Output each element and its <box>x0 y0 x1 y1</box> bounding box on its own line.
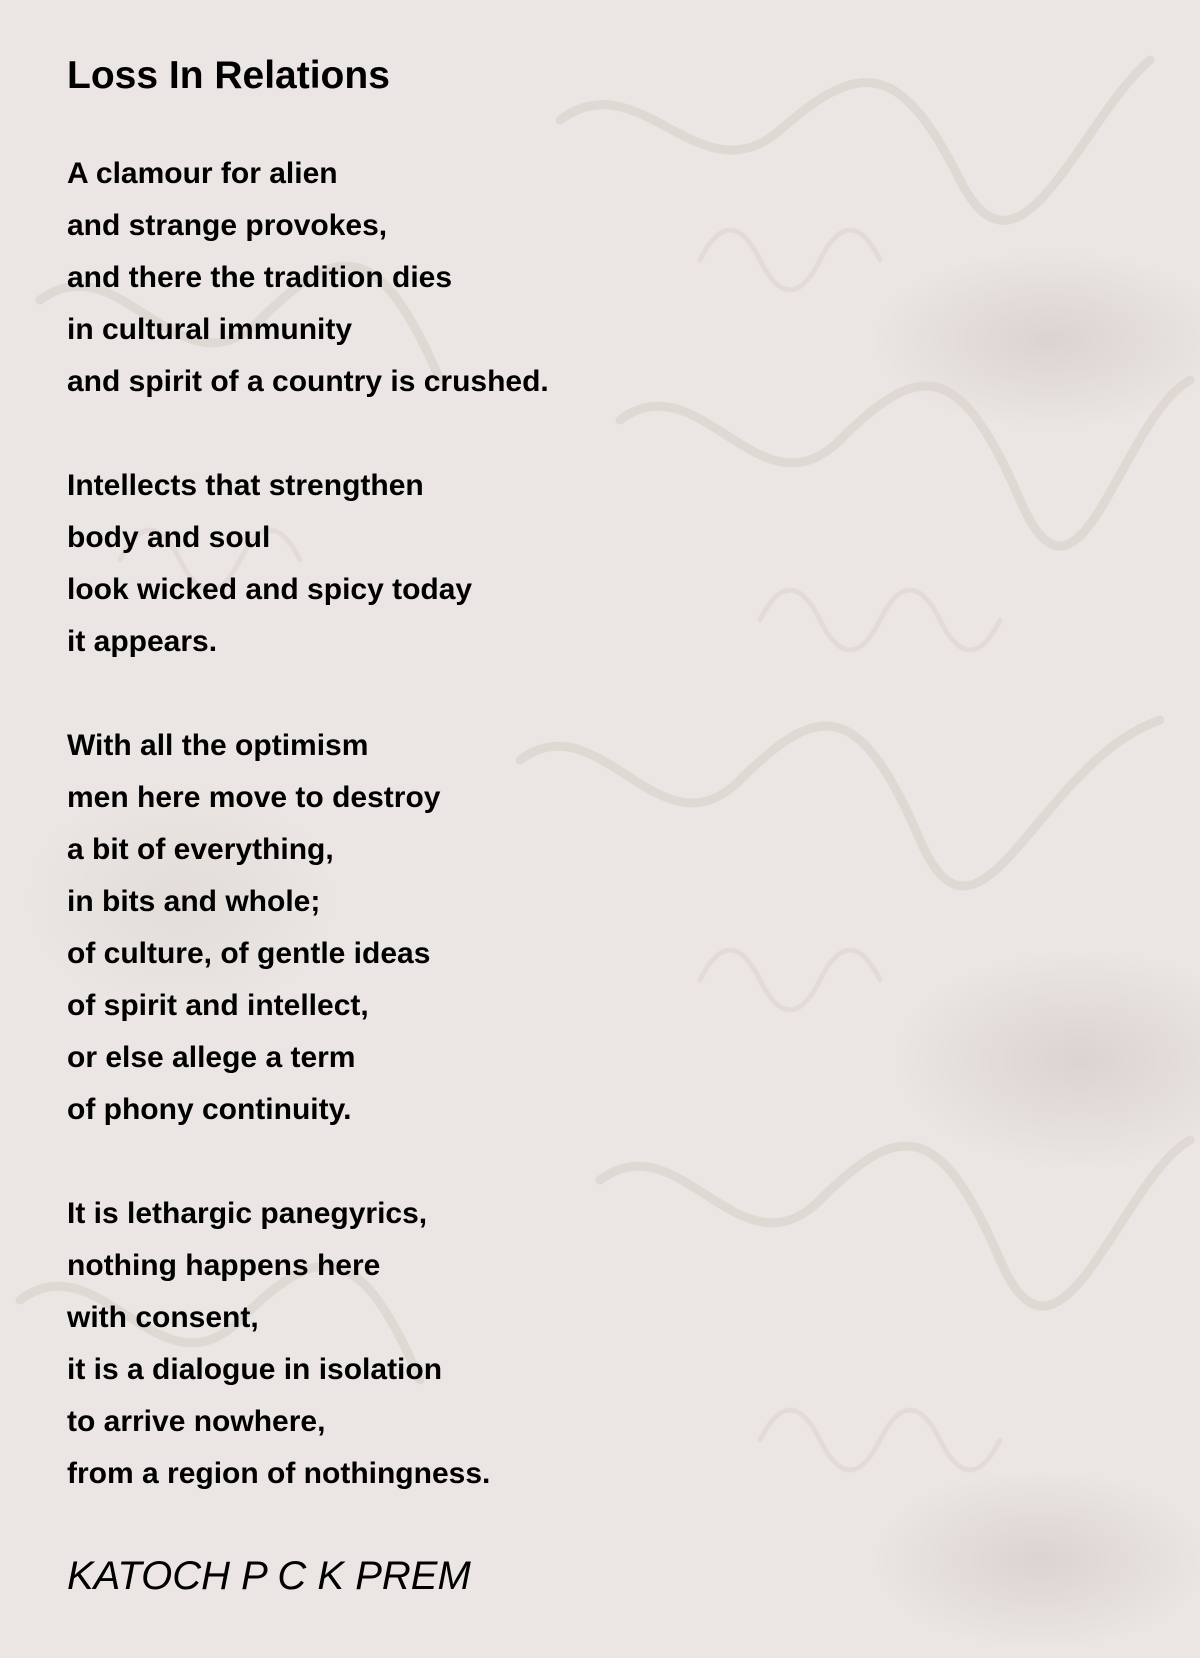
poem-line: look wicked and spicy today <box>67 573 473 606</box>
poem-line: men here move to destroy <box>67 781 441 814</box>
poem-line: and there the tradition dies <box>67 261 453 294</box>
poem-title: Loss In Relations <box>67 54 390 97</box>
stanza-4 <box>67 1188 1147 1500</box>
poem-author: KATOCH P C K PREM <box>67 1554 471 1598</box>
poem-line: in bits and whole; <box>67 885 321 918</box>
poem-line: a bit of everything, <box>67 833 334 866</box>
stanza-2 <box>67 460 1147 668</box>
poem-line: and spirit of a country is crushed. <box>67 365 549 398</box>
poem-line: Intellects that strengthen <box>67 469 424 502</box>
stanza-3 <box>67 720 1147 1136</box>
poem-line: It is lethargic panegyrics, <box>67 1197 428 1230</box>
poem-line: it appears. <box>67 625 218 658</box>
poem-line: in cultural immunity <box>67 313 353 346</box>
poem-line: with consent, <box>67 1301 259 1334</box>
poem-line: nothing happens here <box>67 1249 381 1282</box>
poem-line: of culture, of gentle ideas <box>67 937 431 970</box>
stanza-1 <box>67 148 1147 408</box>
poem-line: to arrive nowhere, <box>67 1405 326 1438</box>
poem-container <box>67 50 1147 1602</box>
poem-line: A clamour for alien <box>67 157 338 190</box>
poem-line: of spirit and intellect, <box>67 989 369 1022</box>
poem-line: body and soul <box>67 521 271 554</box>
poem-line: With all the optimism <box>67 729 369 762</box>
poem-line: from a region of nothingness. <box>67 1457 491 1490</box>
poem-line: it is a dialogue in isolation <box>67 1353 443 1386</box>
poem-line: and strange provokes, <box>67 209 388 242</box>
poem-body <box>67 148 1147 1500</box>
poem-line: or else allege a term <box>67 1041 356 1074</box>
poem-line: of phony continuity. <box>67 1093 352 1126</box>
